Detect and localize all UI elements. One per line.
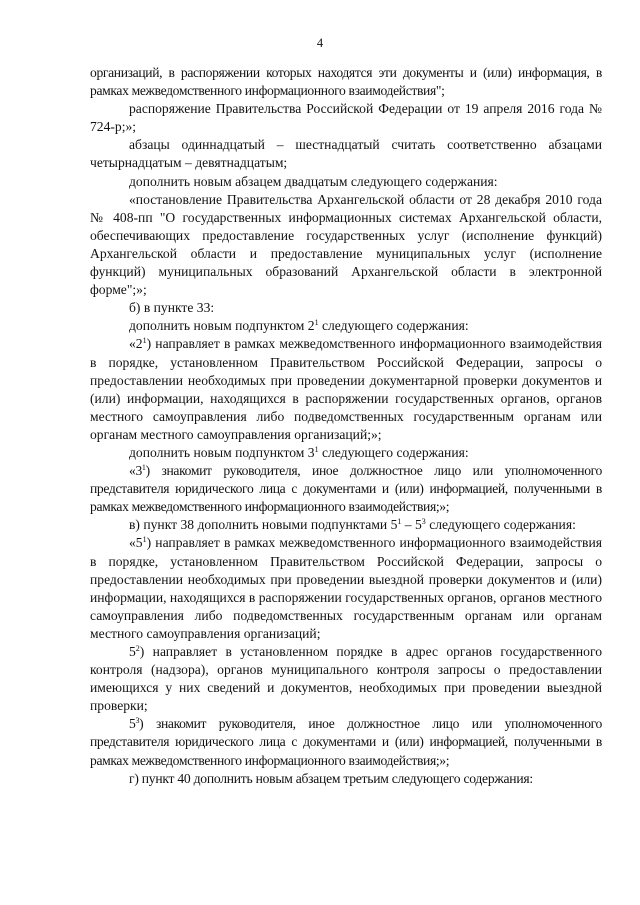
paragraph-renumbering: абзацы одиннадцатый – шестнадцатый считать соответственно абзацами четырнадцатым – девятнадцатым;	[90, 137, 602, 171]
paragraph-item-g: г) пункт 40 дополнить новым абзацем третьим следующего содержания:	[129, 770, 533, 786]
paragraph-item-v: в) пункт 38 дополнить новыми подпунктами $5^1 - 5^3$ следующего содержания:	[129, 517, 576, 533]
paragraph-subitem-5-1: «$5^1$) направляет в рамках межведомственного информационного взаимодействия в порядке, установленном Правительством Российской Федерации, запросы о предоставлении необходимых при проведении выездной проверки документов и (или) информации, находящихся в распоряжении государственных органов, органов местного самоуправления либо подведомственных государственным органам или органам местного самоуправления организаций;	[90, 535, 602, 641]
paragraph-continuation: организаций, в распоряжении которых находятся эти документы и (или) информация, в рамках межведомственного информационного взаимодействия";	[90, 65, 602, 99]
paragraph-add-twentieth: дополнить новым абзацем двадцатым следующего содержания:	[129, 173, 498, 189]
paragraph-subitem-5-2: $5^2$) направляет в установленном порядке в адрес органов государственного контроля (надзора), органов муниципального контроля запросы о предоставлении имеющихся у них сведений и документов, необходимых при проведении выездной проверки;	[90, 644, 602, 714]
paragraph-government-order: распоряжение Правительства Российской Федерации от 19 апреля 2016 года № 724-р;»;	[90, 101, 602, 135]
page-number: 4	[316, 36, 324, 50]
paragraph-subitem-2-1: «$2^1$) направляет в рамках межведомственного информационного взаимодействия в порядке, установленном Правительством Российской Федерации, запросы о предоставлении необходимых при проведении документарной проверки документов и (или) информации, находящихся в распоряжении государственных органов, органов местного самоуправления либо подведомственных государственным органам или органам местного самоуправления организаций;»;	[90, 336, 602, 442]
document-body	[90, 64, 602, 788]
paragraph-add-subitem-3-1: дополнить новым подпунктом $3^1$ следующего содержания:	[129, 444, 469, 460]
paragraph-subitem-3-1: «$3^1$) знакомит руководителя, иное должностное лицо или уполномоченного представителя юридического лица с документами и (или) информацией, полученными в рамках межведомственного информационного взаимодействия;»;	[90, 463, 602, 515]
paragraph-arkhangelsk-decree: «постановление Правительства Архангельской области от 28 декабря 2010 года № 408-пп "О государственных информационных системах Архангельской области, обеспечивающих предоставление государственных услуг (исполнение функций) Архангельской области и предоставление муниципальных услуг (исполнение функций) муниципальных образований Архангельской области в электронной форме";»;	[90, 191, 602, 298]
paragraph-subitem-5-3: $5^3$) знакомит руководителя, иное должностное лицо или уполномоченного представителя юридического лица с документами и (или) информацией, полученными в рамках межведомственного информационного взаимодействия;»;	[90, 716, 602, 768]
paragraph-item-b: б) в пункте 33:	[129, 300, 215, 316]
paragraph-add-subitem-2-1: дополнить новым подпунктом $2^1$ следующего содержания:	[129, 318, 469, 334]
